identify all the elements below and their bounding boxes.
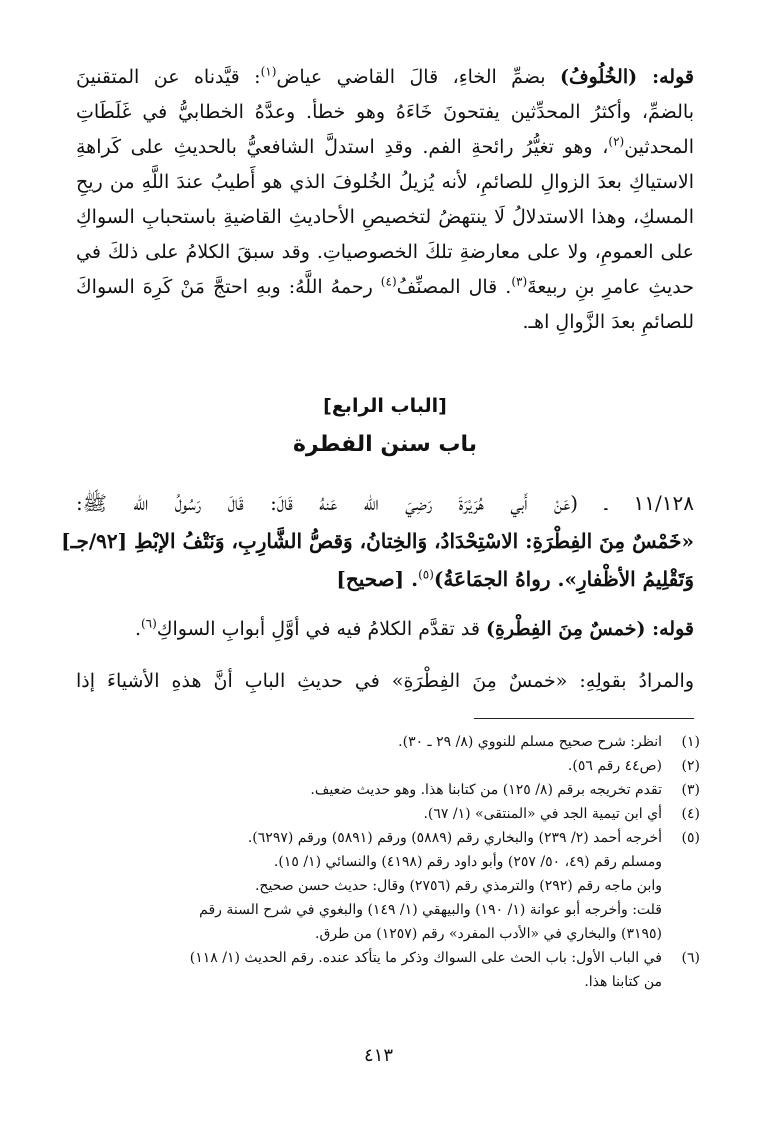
footnote-text: انظر: شرح صحيح مسلم للنووي (٨/ ٢٩ ـ ٣٠). <box>398 734 662 750</box>
text-line <box>76 60 694 95</box>
line-text: قد تقدَّم الكلامُ فيه في أوَّلِ أبوابِ السواكِ <box>156 618 486 640</box>
footnote-ref: (٦) <box>140 616 157 631</box>
line-text: على العمومِ، ولا على معارضةِ تلكَ الخصوصياتِ. وقد سبقَ الكلامُ على ذلكَ في <box>76 241 694 263</box>
footnote-text: ومسلم رقم (٤٩، ٥٠/ ٢٥٧) وأبو داود رقم (٤١٩٨) والنسائي (١/ ١٥). <box>273 854 662 870</box>
commentary-paragraph <box>76 60 694 340</box>
line-text: . <box>134 618 141 640</box>
footnote <box>70 946 700 994</box>
line-text: ١١/١٢٨ ـ (عَنْ أَبي هُرَيْرَةَ رَضِيَ الله عَنهُ قَالَ: قَالَ رَسُولُ الله ﷺ: <box>76 491 694 515</box>
footnote <box>70 778 700 802</box>
footnote-number: (١) <box>681 734 700 750</box>
footnotes-section <box>70 730 700 994</box>
line-text: والمرادُ بقولِهِ: «خمسٌ مِنَ الفِطْرَةِ» في حديثِ البابِ أنَّ هذهِ الأشياءَ إذا <box>76 670 694 692</box>
quote-label: قوله: (خمسٌ مِنَ الفِطْرةِ) <box>485 618 694 640</box>
text-line <box>76 200 694 235</box>
text-line <box>76 305 694 340</box>
footnote-number: (٦) <box>681 950 700 966</box>
text-line <box>76 130 694 165</box>
footnote-number: (٥) <box>681 830 700 846</box>
footnote <box>70 754 700 778</box>
line-text: حديثِ عامرِ بنِ ربيعةَ <box>527 276 694 298</box>
hadith-text <box>61 484 694 598</box>
line-text: بضمِّ الخاءِ، قالَ القاضي عياض <box>276 66 560 88</box>
line-text: : قيَّدناه عن المتقنينَ <box>76 66 261 88</box>
hadith-line <box>76 560 694 598</box>
footnote-text: أي ابن تيمية الجد في «المنتقى» (١/ ٦٧). <box>423 806 662 822</box>
footnote-ref: (٥) <box>418 567 434 582</box>
hadith-line <box>61 522 694 560</box>
line-text: المسكِ، وهذا الاستدلالُ لَا ينتهضُ لتخصيصِ الأحاديثِ القاضيةِ باستحبابِ السواكِ <box>76 206 694 228</box>
footnote-text: في الباب الأول: باب الحث على السواك وذكر ما يتأكد عنده. رقم الحديث (١/ ١١٨) <box>189 950 662 966</box>
grade-label: . [صحيح] <box>336 567 419 591</box>
footnote-ref: (٤) <box>380 274 397 289</box>
footnote-divider <box>474 718 694 719</box>
line-text: للصائمِ بعدَ الزَّوالِ اهـ. <box>522 311 694 333</box>
footnote <box>70 802 700 826</box>
footnote-number: (٣) <box>681 782 700 798</box>
footnote-number: (٢) <box>681 758 700 774</box>
text-line <box>76 95 694 130</box>
footnote-text: وابن ماجه رقم (٢٩٢) والترمذي رقم (٢٧٥٦) وقال: حديث حسن صحيح. <box>254 878 662 894</box>
line-text: المحدثين <box>624 136 694 158</box>
footnote-ref: (٣) <box>511 274 528 289</box>
line-text: وَتَقْلِيمُ الأظْفارِ». رواهُ الجمَاعَةُ) <box>433 567 694 591</box>
line-text: رحمهُ اللَّهُ: وبهِ احتجَّ مَنْ كَرِهَ السواكَ <box>76 276 381 298</box>
footnote-ref: (١) <box>260 64 277 79</box>
chapter-heading: [الباب الرابع] <box>323 395 447 417</box>
footnote-text: (٣١٩٥) والبخاري في «الأدب المفرد» رقم (١٢٥٧) من طرق. <box>315 926 662 942</box>
quote-label: قوله: (الخُلُوفُ) <box>560 66 694 88</box>
text-line <box>76 603 694 655</box>
explanation-paragraph <box>76 603 694 707</box>
line-text: «خَمْسٌ مِنَ الفِطْرَةِ: الاسْتِحْدَادُ، وَالخِتانُ، وَقصُّ الشَّارِبِ، وَنَتْفُ الإبْطِ [٩٢/جـ] <box>61 529 694 553</box>
line-text: الاستياكِ بعدَ الزوالِ للصائمِ، لأنه يُزيلُ الخُلوفَ الذي هو أَطيبُ عندَ اللَّهِ من ريحِ <box>76 171 694 193</box>
footnote <box>70 826 700 946</box>
line-text: بالضمِّ، وأكثرُ المحدِّثين يفتحونَ خَاءَهُ وهو خطأ. وعدَّهُ الخطابيُّ في غَلَطَاتِ <box>76 101 694 123</box>
footnote-text: تقدم تخريجه برقم (٨/ ١٢٥) من كتابنا هذا. وهو حديث ضعيف. <box>310 782 662 798</box>
page-number: ٤١٣ <box>363 1045 393 1066</box>
line-text: ، وهو تغيُّرُ رائحةِ الفم. وقدِ استدلَّ الشافعيُّ بالحديثِ على كَراهةِ <box>76 136 609 158</box>
footnote <box>70 730 700 754</box>
text-line <box>76 235 694 270</box>
footnote-text: (ص٤٤ رقم ٥٦). <box>567 758 662 774</box>
footnote-number: (٤) <box>681 806 700 822</box>
text-line <box>76 270 694 305</box>
text-line <box>76 655 694 707</box>
footnote-text: من كتابنا هذا. <box>584 974 662 990</box>
footnote-text: قلت: وأخرجه أبو عوانة (١/ ١٩٠) والبيهقي (١/ ١٤٩) والبغوي في شرح السنة رقم <box>199 902 662 918</box>
footnote-ref: (٢) <box>608 134 625 149</box>
footnote-text: أخرجه أحمد (٢/ ٢٣٩) والبخاري رقم (٥٨٨٩) ورقم (٥٨٩١) ورقم (٦٢٩٧). <box>247 830 662 846</box>
text-line <box>76 165 694 200</box>
line-text: . قال المصنِّفُ <box>396 276 512 298</box>
hadith-line <box>76 484 694 522</box>
section-heading: باب سنن الفطرة <box>292 432 478 457</box>
